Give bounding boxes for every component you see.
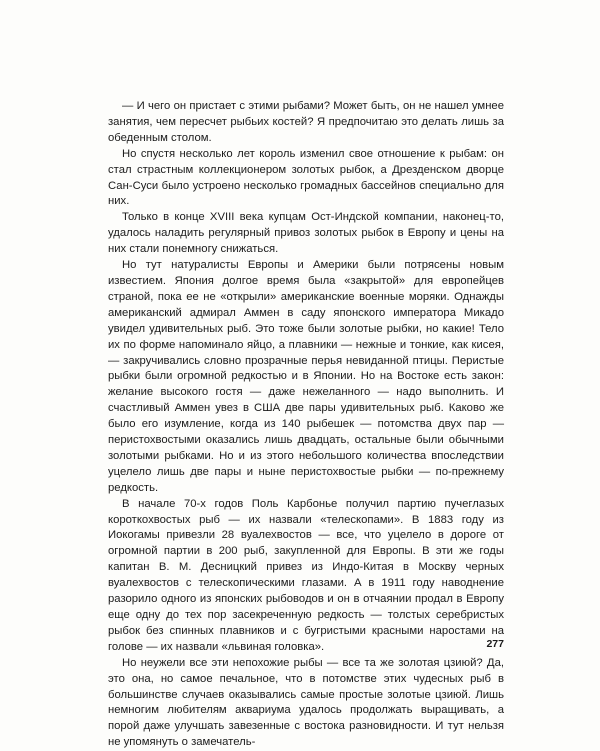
paragraph-1: — И чего он пристает с этими рыбами? Может быть, он не нашел умнее занятия, чем пересчет рыбьих костей? Я предпочитаю это делать лишь за обеденным столом. xyxy=(108,100,504,144)
page-number: 277 xyxy=(486,638,504,650)
body-text xyxy=(108,99,504,751)
paragraph-3: Только в конце XVIII века купцам Ост-Индской компании, наконец-то, удалось наладить регулярный привоз золотых рыбок в Европу и цены на них стали понемногу снижаться. xyxy=(108,211,504,256)
paragraph-4: Но тут натуралисты Европы и Америки были потрясены новым известием. Япония долгое время была «закрытой» для европейцев страной, пока ее не «открыли» американские военные моряки. Однажды американский адмирал Аммен в саду японского императора Микадо увидел удивительных рыб. Это тоже были золотые рыбки, но какие! Тело их по форме напоминало яйцо, а плавники — нежные и тонкие, как кисея,— закручивались словно прозрачные перья невиданной птицы. Перистые рыбки были огромной редкостью и в Японии. Но на Востоке есть закон: желание высокого гостя — даже нежеланного — надо выполнить. И счастливый Аммен увез в США две пары удивительных рыб. Каково же было его изумление, когда из 140 рыбешек — потомства двух пар — перистохвостыми оказались лишь двадцать, остальные были обычными золотыми рыбками. Но и из этого небольшого количества впоследствии уцелело лишь две пары и ныне перистохвостые рыбки — по-прежнему редкость. xyxy=(108,259,504,494)
paragraph-6: Но неужели все эти непохожие рыбы — все та же золотая цзиюй? Да, это она, но самое печальное, что в потомстве этих чудесных рыб в большинстве случаев оказывались самые простые золотые цзиюй. Лишь немногим любителям аквариума удалось продолжать выращивать, а порой даже улучшать завезенные с востока разновидности. И тут нельзя не упомянуть о замечатель- xyxy=(108,656,504,749)
paragraph-2: Но спустя несколько лет король изменил свое отношение к рыбам: он стал страстным коллекционером золотых рыбок, а Дрезденском дворце Сан-Суси было устроено несколько громадных бассейнов специально для них. xyxy=(108,147,504,208)
paragraph-5: В начале 70-х годов Поль Карбонье получил партию пучеглазых короткохвостых рыб — их назвали «телескопами». В 1883 году из Иокогамы привезли 28 вуалехвостов — все, что уцелело в дороге от огромной партии в 200 рыб, закупленной для Европы. В эти же годы капитан В. М. Десницкий привез из Индо-Китая в Москву черных вуалехвостов с телескопическими глазами. А в 1911 году наводнение разорило одного из японских рыбоводов и он в отчаянии продал в Европу еще одну до тех пор засекреченную редкость — толстых серебристых рыбок без спинных плавников и с бугристыми красными наростами на голове — их назвали «львиная головка». xyxy=(108,497,504,653)
